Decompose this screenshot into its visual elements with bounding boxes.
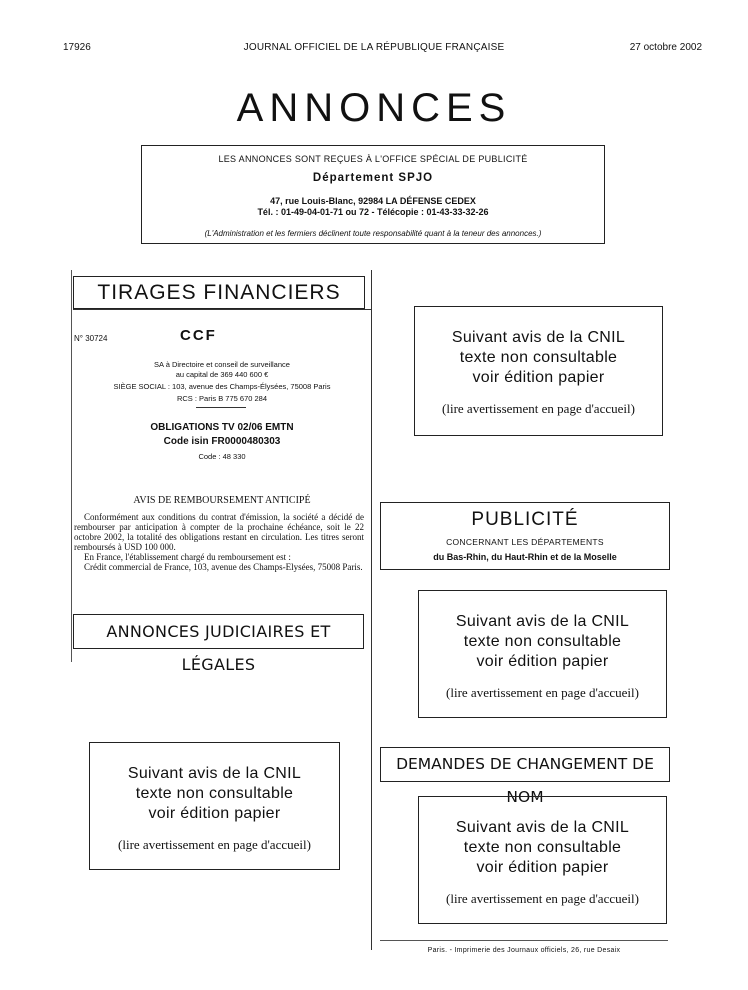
avis-paragraph: Crédit commercial de France, 103, avenue des Champs-Elysées, 75008 Paris. bbox=[84, 562, 363, 572]
tirages-heading: TIRAGES FINANCIERS bbox=[73, 276, 365, 309]
page-number: 17926 bbox=[63, 42, 91, 53]
avis-paragraph: Conformément aux conditions du contrat d'émission, la société a décidé de rembourser par anticipation à compter de la prochaine échéance, soit le 22 octobre 2002, la totalité des obligations restant en circulation. Les titres seront remboursés à USD 100 000. bbox=[74, 512, 364, 552]
cnil-notice-box bbox=[414, 306, 663, 436]
notice-line: LES ANNONCES SONT REÇUES À L'OFFICE SPÉCIAL DE PUBLICITÉ bbox=[218, 154, 528, 164]
cnil-line: Suivant avis de la CNIL bbox=[127, 765, 302, 782]
notice-box bbox=[141, 145, 605, 244]
footer-rule bbox=[380, 940, 668, 941]
cnil-line: voir édition papier bbox=[476, 653, 609, 670]
cnil-warning: (lire avertissement en page d'accueil) bbox=[118, 837, 311, 852]
cnil-line: texte non consultable bbox=[459, 349, 618, 366]
company-line: RCS : Paris B 775 670 284 bbox=[176, 394, 268, 403]
issue-date: 27 octobre 2002 bbox=[629, 42, 702, 53]
cnil-warning: (lire avertissement en page d'accueil) bbox=[442, 401, 635, 416]
notice-address: 47, rue Louis-Blanc, 92984 LA DÉFENSE CEDEX bbox=[270, 196, 476, 206]
bond-title: OBLIGATIONS TV 02/06 EMTN bbox=[150, 422, 294, 433]
publicite-subheading: CONCERNANT LES DÉPARTEMENTS bbox=[446, 537, 604, 547]
publicite-regions: du Bas-Rhin, du Haut-Rhin et de la Moselle bbox=[433, 552, 617, 562]
judiciaires-heading: ANNONCES JUDICIAIRES ET LÉGALES bbox=[73, 614, 364, 649]
cnil-line: voir édition papier bbox=[472, 369, 605, 386]
company-line: SA à Directoire et conseil de surveillance bbox=[154, 360, 290, 369]
cnil-line: voir édition papier bbox=[476, 859, 609, 876]
bond-code: Code : 48 330 bbox=[198, 452, 246, 461]
cnil-notice-box bbox=[418, 796, 667, 924]
notice-phone: Tél. : 01-49-04-01-71 ou 72 - Télécopie : 01-43-33-32-26 bbox=[257, 207, 489, 217]
isin-code: Code isin FR0000480303 bbox=[163, 436, 281, 447]
notice-disclaimer: (L'Administration et les fermiers déclinent toute responsabilité quant à la teneur des annonces.) bbox=[204, 229, 542, 238]
cnil-notice-box bbox=[418, 590, 667, 718]
cnil-line: Suivant avis de la CNIL bbox=[455, 819, 630, 836]
company-line: SIÈGE SOCIAL : 103, avenue des Champs-Élysées, 75008 Paris bbox=[113, 382, 331, 391]
avis-title: AVIS DE REMBOURSEMENT ANTICIPÉ bbox=[133, 495, 311, 506]
separator bbox=[196, 407, 246, 408]
cnil-line: texte non consultable bbox=[463, 839, 622, 856]
company-name: CCF bbox=[180, 327, 217, 344]
cnil-warning: (lire avertissement en page d'accueil) bbox=[446, 685, 639, 700]
demandes-heading: DEMANDES DE CHANGEMENT DE NOM bbox=[380, 747, 670, 782]
cnil-line: Suivant avis de la CNIL bbox=[455, 613, 630, 630]
cnil-line: texte non consultable bbox=[135, 785, 294, 802]
left-margin-rule bbox=[71, 270, 72, 662]
company-line: au capital de 369 440 600 € bbox=[175, 370, 269, 379]
cnil-line: Suivant avis de la CNIL bbox=[451, 329, 626, 346]
avis-paragraph: En France, l'établissement chargé du remboursement est : bbox=[84, 552, 291, 562]
journal-title: JOURNAL OFFICIEL DE LA RÉPUBLIQUE FRANÇAISE bbox=[243, 42, 505, 53]
cnil-warning: (lire avertissement en page d'accueil) bbox=[446, 891, 639, 906]
section-rule bbox=[73, 309, 371, 310]
column-divider bbox=[371, 270, 372, 950]
publicite-box bbox=[380, 502, 670, 570]
cnil-notice-box bbox=[89, 742, 340, 870]
avis-body bbox=[74, 512, 364, 572]
publicite-heading: PUBLICITÉ bbox=[471, 509, 579, 530]
cnil-line: voir édition papier bbox=[148, 805, 281, 822]
page-title: ANNONCES bbox=[236, 86, 512, 130]
printer-footer: Paris. - Imprimerie des Journaux officiels, 26, rue Desaix bbox=[427, 947, 621, 954]
cnil-line: texte non consultable bbox=[463, 633, 622, 650]
announcement-number: N° 30724 bbox=[74, 334, 108, 343]
notice-department: Département SPJO bbox=[312, 172, 434, 184]
